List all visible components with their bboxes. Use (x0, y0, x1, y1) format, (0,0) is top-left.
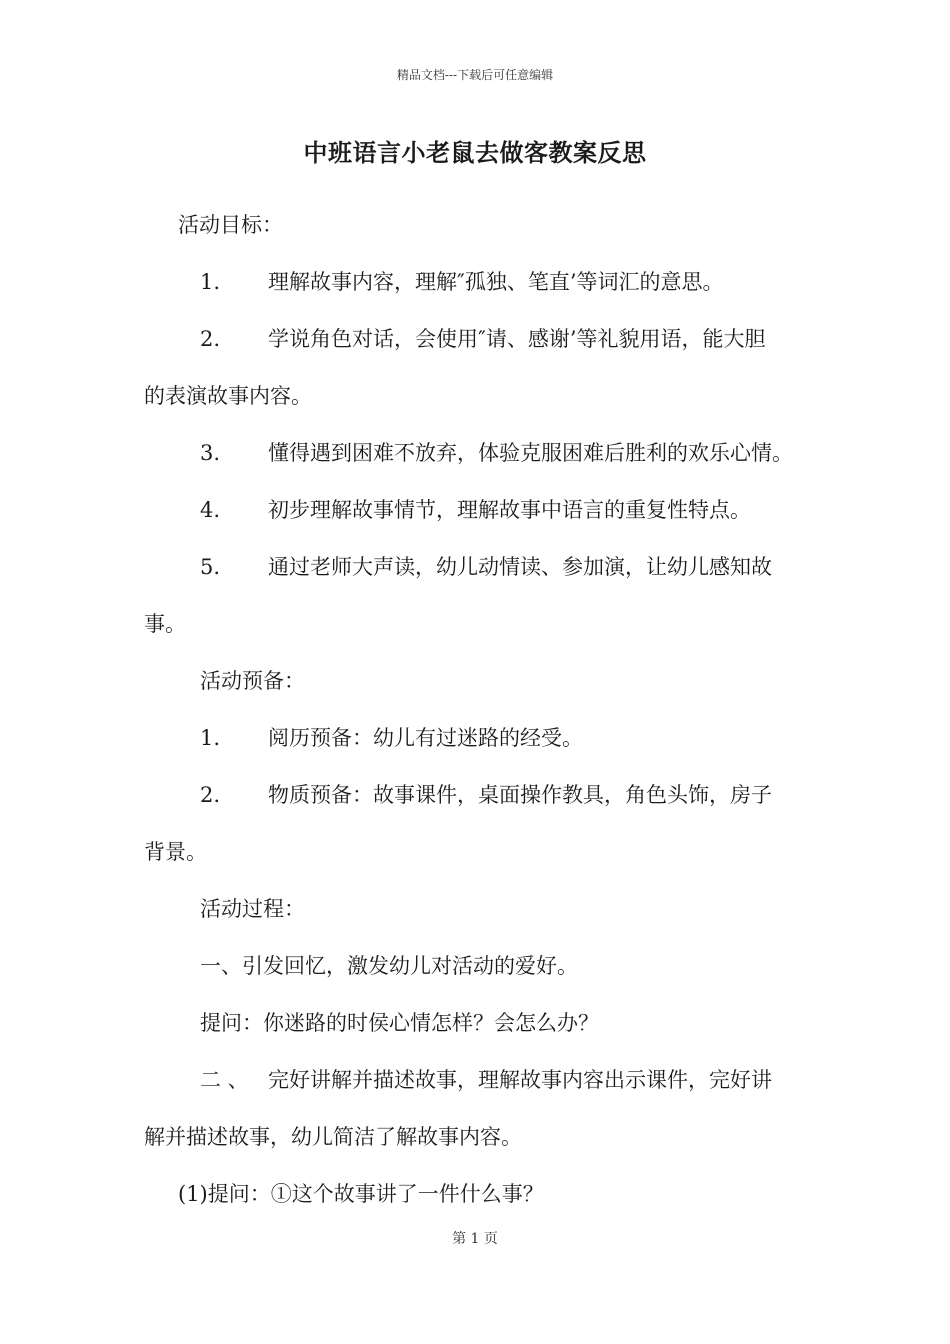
page-number: 第 1 页 (452, 1231, 498, 1247)
prep-text: 阅历预备：幼儿有过迷路的经受。 (268, 726, 583, 750)
goal-item-5-continuation: 事。 (144, 612, 186, 636)
goal-text: 懂得遇到困难不放弃，体验克服困难后胜利的欢乐心情。 (268, 441, 793, 465)
goal-number: 1. (200, 270, 221, 294)
prep-item-2 (200, 779, 772, 809)
prep-number: 2. (200, 783, 221, 807)
process-step-1: 一、引发回忆，激发幼儿对活动的爱好。 (200, 954, 578, 978)
goal-item-1 (200, 266, 724, 296)
process-step-2-continuation: 解并描述故事，幼儿简洁了解故事内容。 (144, 1125, 522, 1149)
goal-text: 理解故事内容，理解″孤独、笔直’等词汇的意思。 (268, 270, 724, 294)
process-step-2 (200, 1064, 772, 1094)
prep-item-2-continuation: 背景。 (144, 840, 207, 864)
goal-item-4 (200, 494, 751, 524)
goal-text: 通过老师大声读，幼儿动情读、参加演，让幼儿感知故 (268, 555, 772, 579)
prep-item-1 (200, 722, 583, 752)
step-number: 二 、 (200, 1068, 249, 1092)
goal-number: 4. (200, 498, 221, 522)
document-title: 中班语言小老鼠去做客教案反思 (303, 138, 647, 167)
process-question: 提问：你迷路的时侯心情怎样？会怎么办？ (200, 1011, 599, 1035)
prep-number: 1. (200, 726, 221, 750)
process-sub-question: (1)提问：①这个故事讲了一件什么事？ (178, 1182, 544, 1206)
goals-heading: 活动目标： (178, 213, 283, 237)
goal-text: 学说角色对话，会使用″请、感谢’等礼貌用语，能大胆 (268, 327, 766, 351)
process-heading: 活动过程： (200, 897, 305, 921)
goal-item-5 (200, 551, 772, 581)
goal-number: 2. (200, 327, 221, 351)
prep-heading: 活动预备： (200, 669, 305, 693)
goal-text: 初步理解故事情节，理解故事中语言的重复性特点。 (268, 498, 751, 522)
header-note: 精品文档---下载后可任意编辑 (396, 68, 554, 82)
prep-text: 物质预备：故事课件，桌面操作教具，角色头饰，房子 (268, 783, 772, 807)
goal-item-3 (200, 437, 793, 467)
goal-number: 3. (200, 441, 221, 465)
goal-item-2 (200, 323, 766, 353)
step-text: 完好讲解并描述故事，理解故事内容出示课件，完好讲 (268, 1068, 772, 1092)
goal-number: 5. (200, 555, 221, 579)
goal-item-2-continuation: 的表演故事内容。 (144, 384, 312, 408)
